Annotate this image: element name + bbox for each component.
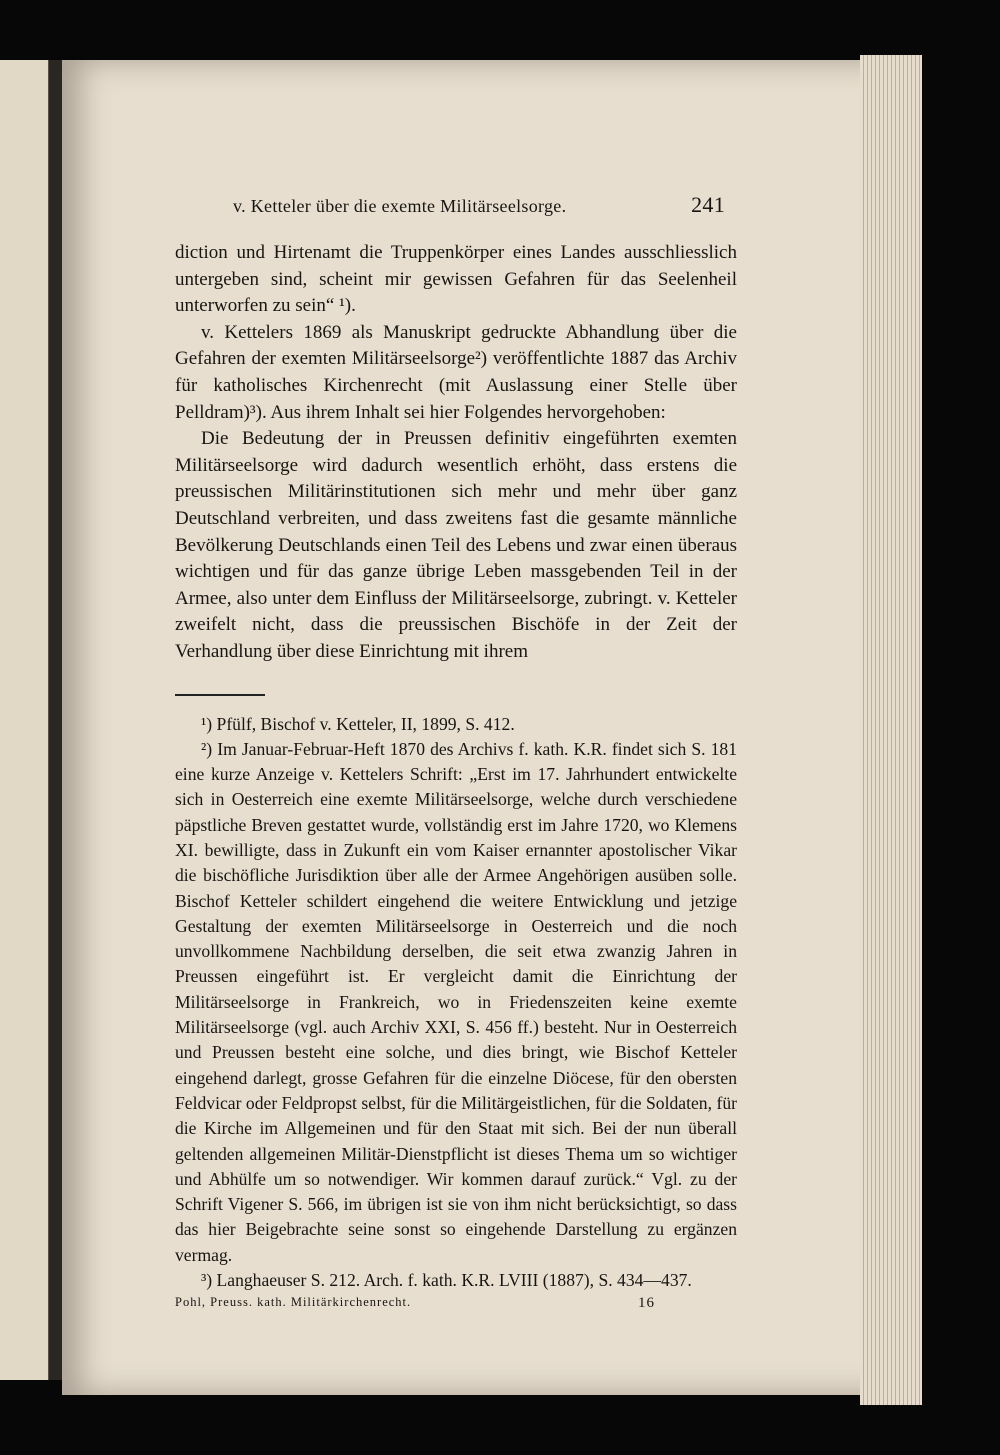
body-text <box>175 240 737 666</box>
footnote: ¹) Pfülf, Bischof v. Ketteler, II, 1899, S. 412. <box>201 713 515 734</box>
footnote-rule <box>175 694 265 696</box>
footnote: ²) Im Januar-Februar-Heft 1870 des Archivs f. kath. K.R. findet sich S. 181 eine kurze Anzeige v. Kettelers Schrift: „Erst im 17. Jahrhundert entwickelte sich in Oesterreich eine exemte Militärseelsorge, welche durch verschiedene päpstliche Breven gestattet wurde, vollständig erst im Jahre 1720, wo Klemens XI. bewilligte, dass in Zukunft ein vom Kaiser ernannter apostolischer Vikar die bischöfliche Jurisdiktion über alle der Armee Angehörigen ausüben solle. Bischof Ketteler schildert eingehend die weitere Entwicklung und jetzige Gestaltung der exemten Militärseelsorge in Oesterreich und die noch unvollkommene Nachbildung derselben, die seit etwa zwanzig Jahren in Preussen eingeführt ist. Er vergleicht damit die Einrichtung der Militärseelsorge in Frankreich, wo in Friedenszeiten keine exemte Militärseelsorge (vgl. auch Archiv XXI, S. 456 ff.) besteht. Nur in Oesterreich und Preussen besteht eine solche, und dies bringt, wie Bischof Ketteler eingehend darlegt, grosse Gefahren für die einzelne Diöcese, für den obersten Feldvicar oder Feldpropst selbst, für die Militärgeistlichen, für die Soldaten, für die Kirche im Allgemeinen und für den Staat mit sich. Bei der nun überall geltenden allgemeinen Militär-Dienstpflicht ist dieses Thema um so wichtiger und Abhülfe um so notwendiger. Wir kommen darauf zurück.“ Vgl. zu der Schrift Vigener S. 566, im übrigen ist sie von ihm nicht berücksichtigt, so dass das hier Beigebrachte seine sonst so eingehende Darstellung zu ergänzen vermag. <box>175 738 737 1265</box>
book-gutter <box>49 60 63 1380</box>
running-title: v. Ketteler über die exemte Militärseelsorge. <box>233 196 567 216</box>
page-content <box>175 192 737 1312</box>
printer-signature: Pohl, Preuss. kath. Militärkirchenrecht. <box>175 1295 412 1310</box>
page-edges <box>860 55 922 1405</box>
sheet-signum: 16 <box>638 1295 655 1312</box>
running-head <box>233 192 737 218</box>
paragraph: Die Bedeutung der in Preussen definitiv eingeführten exemten Militärseelsorge wird dadurch wesentlich erhöht, dass erstens die preussischen Militärinstitutionen sich mehr und mehr über ganz Deutschland verbreiten, und dass zweitens fast die gesamte männliche Bevölkerung Deutschlands einen Teil des Lebens und zwar einen überaus wichtigen und für das ganze übrige Leben massgebenden Teil in der Armee, also unter dem Einfluss der Militärseelsorge, zubringt. v. Ketteler zweifelt nicht, dass die preussischen Bischöfe in der Zeit der Verhandlung über diese Einrichtung mit ihrem <box>175 428 737 662</box>
footnotes <box>175 712 737 1294</box>
signature-line <box>175 1295 737 1312</box>
paragraph: diction und Hirtenamt die Truppenkörper eines Landes ausschliesslich untergeben sind, scheint mir gewissen Gefahren für das Seelenheil unterworfen zu sein“ ¹). <box>175 242 737 317</box>
footnote: ³) Langhaeuser S. 212. Arch. f. kath. K.R. LVIII (1887), S. 434—437. <box>201 1270 692 1291</box>
page-number: 241 <box>691 192 725 217</box>
left-page-edge <box>0 60 51 1380</box>
paragraph: v. Kettelers 1869 als Manuskript gedruckte Abhandlung über die Gefahren der exemten Militärseelsorge²) veröffentlichte 1887 das Archiv für katholisches Kirchenrecht (mit Auslassung einer Stelle über Pelldram)³). Aus ihrem Inhalt sei hier Folgendes hervorgehoben: <box>175 321 737 423</box>
